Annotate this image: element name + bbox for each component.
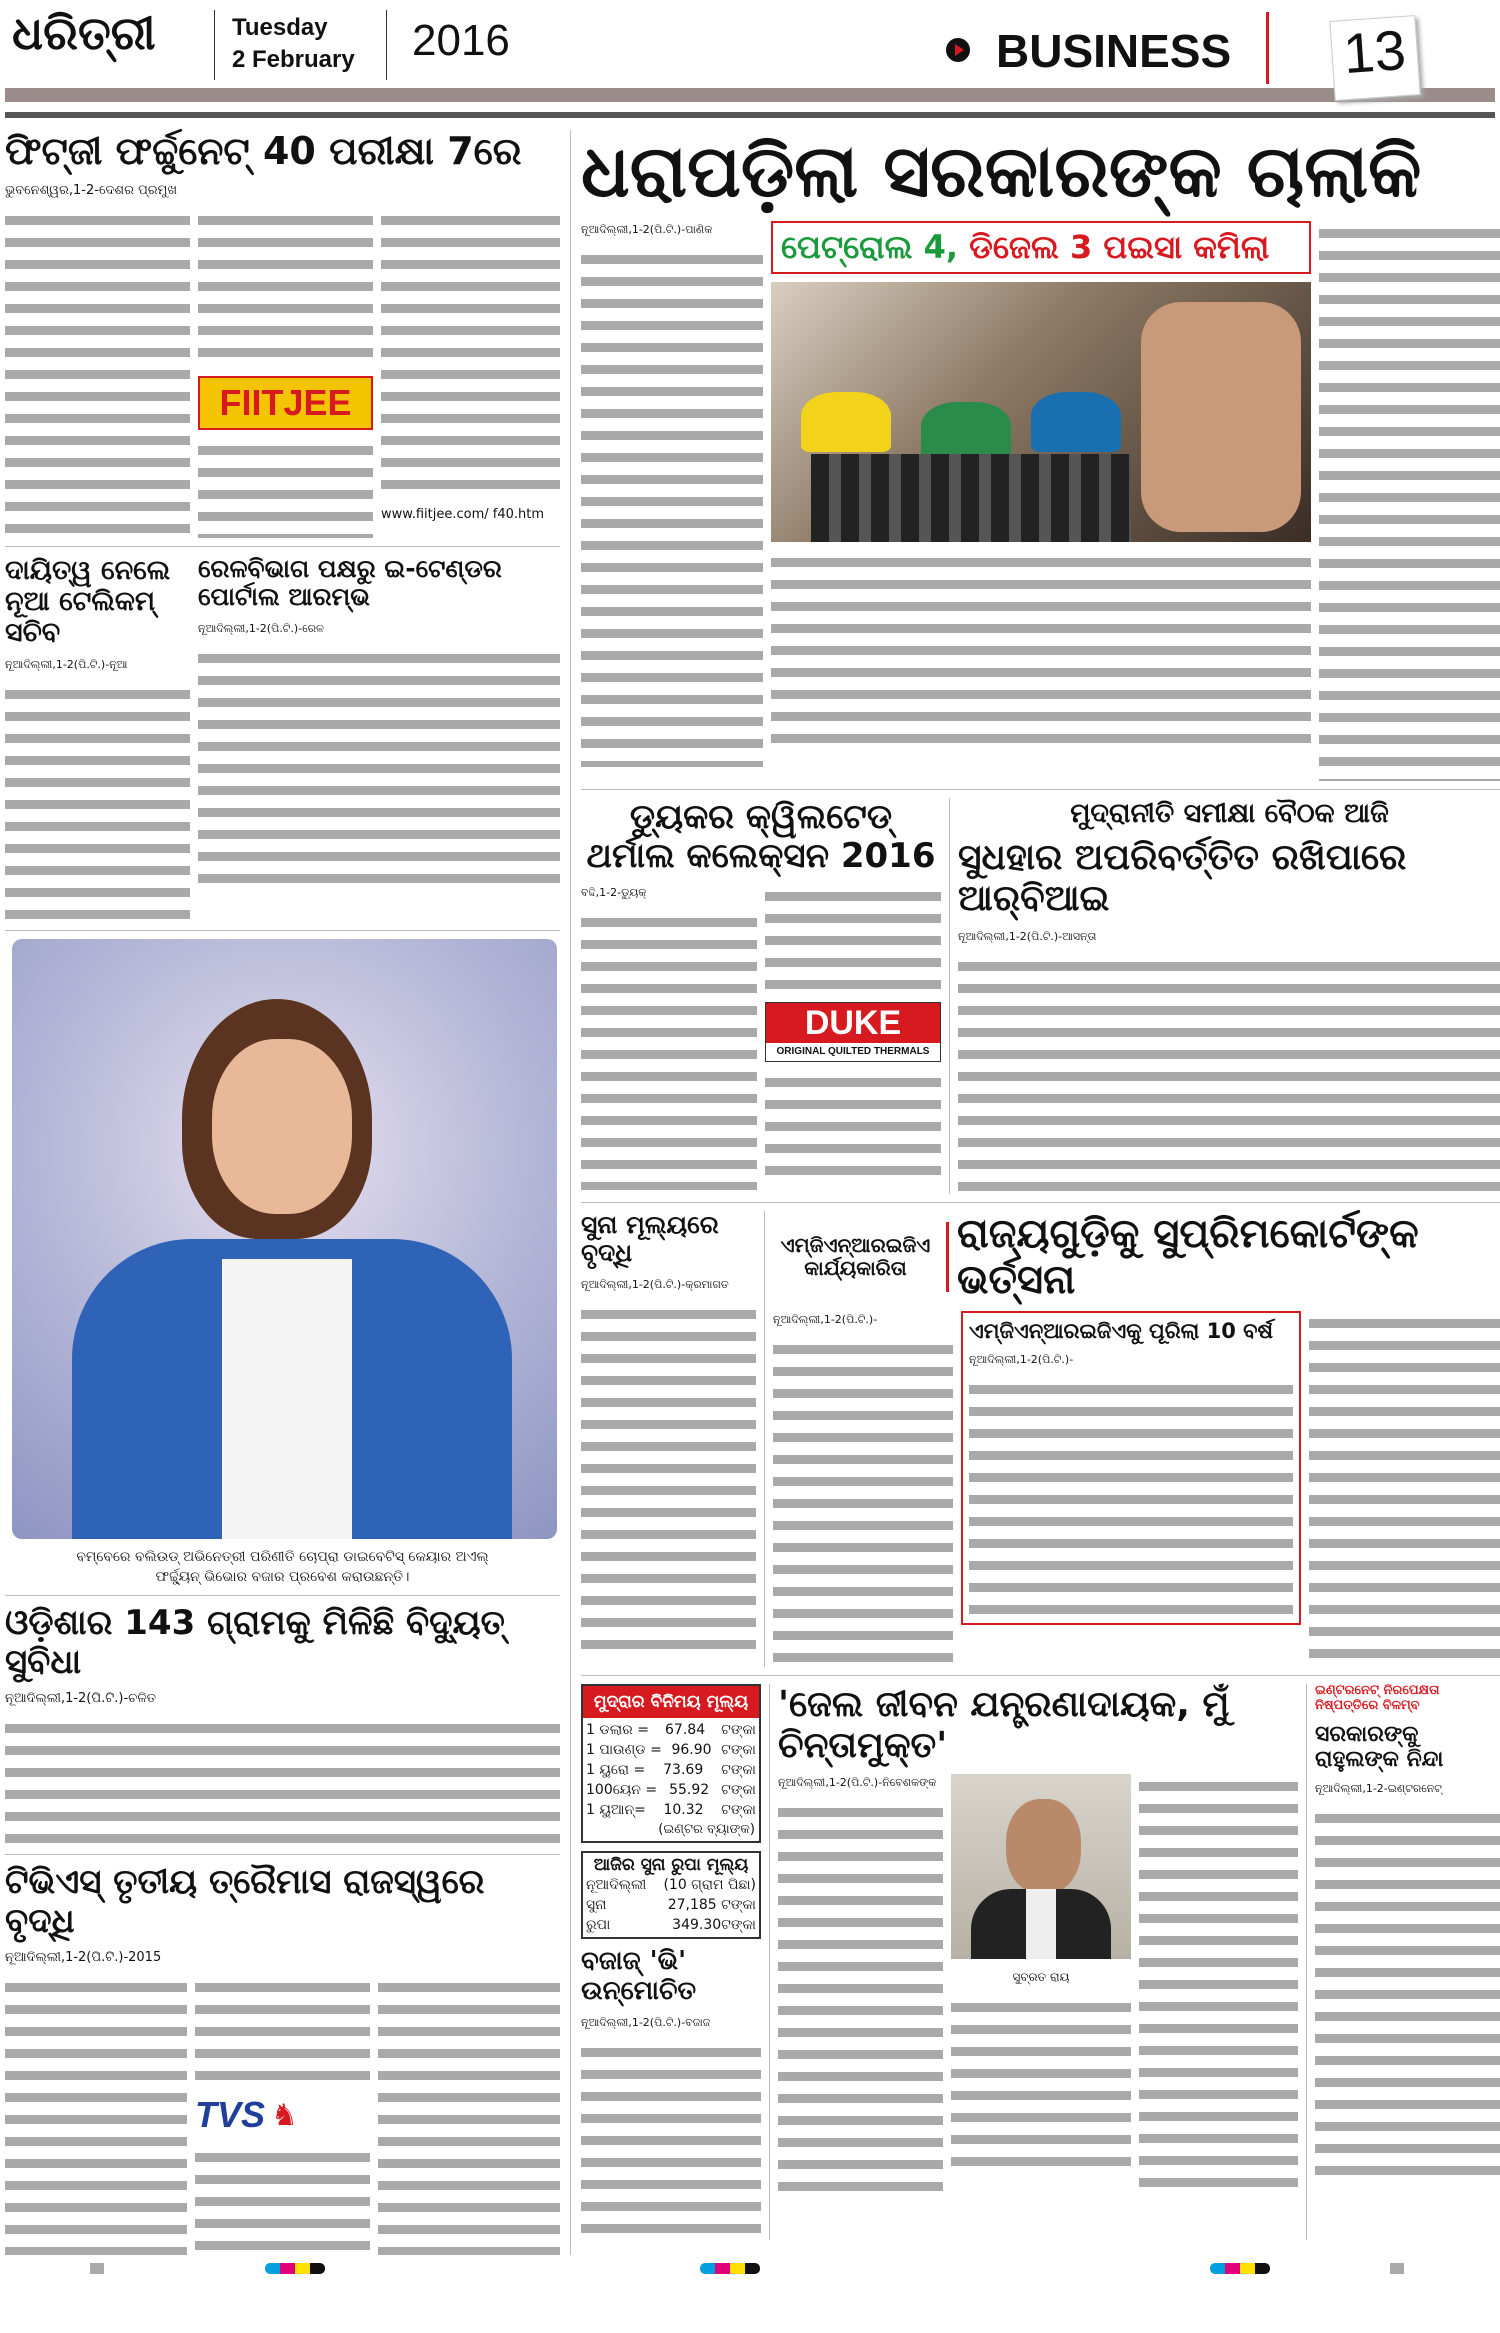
currency-unit: ଟଙ୍କା bbox=[721, 1781, 756, 1798]
tvs-logo bbox=[195, 2093, 370, 2137]
currency-value: 73.69 bbox=[663, 1761, 704, 1778]
fiitjee-logo: FIITJEE bbox=[198, 376, 373, 430]
gold-price: 27,185 ଟଙ୍କା bbox=[667, 1896, 756, 1913]
currency-value: 10.32 bbox=[663, 1801, 704, 1818]
article-body bbox=[5, 1716, 560, 1846]
article-body bbox=[198, 438, 373, 538]
lead-headline: ଧରାପଡ଼ିଲା ସରକାରଙ୍କ ଚାଲାକି bbox=[581, 129, 1422, 213]
currency-value: 96.90 bbox=[671, 1741, 712, 1758]
fiitjee-url[interactable]: www.fiitjee.com/ f40.htm bbox=[381, 506, 545, 522]
bullion-box bbox=[581, 1851, 761, 1939]
article-body bbox=[378, 1975, 560, 2255]
subrata-photo bbox=[951, 1774, 1131, 1959]
headline: ରେଳବିଭାଗ ପକ୍ଷରୁ ଇ-ଟେଣ୍ଡର ପୋର୍ଟାଲ ଆରମ୍ଭ bbox=[198, 553, 502, 612]
article-body bbox=[765, 884, 941, 994]
currency-value: 67.84 bbox=[665, 1721, 706, 1738]
article-duke bbox=[581, 798, 941, 1190]
horse-icon: ♞ bbox=[271, 2097, 298, 2133]
article-gold bbox=[581, 1211, 756, 1663]
gold-label: ସୁନା bbox=[586, 1896, 607, 1913]
currency-unit: ଟଙ୍କା bbox=[721, 1801, 756, 1818]
headline: ଟିଭିଏସ୍ ତୃତୀୟ ତ୍ରୈମାସ ରାଜସ୍ୱରେ ବୃଦ୍ଧି bbox=[5, 1862, 485, 1942]
silver-label: ରୁପା bbox=[586, 1916, 611, 1933]
headline: ବଜାଜ୍ 'ଭି' ଉନ୍ମୋଚିତ bbox=[581, 1945, 696, 2006]
currency-row bbox=[586, 1760, 756, 1780]
article-lead bbox=[581, 221, 1500, 781]
article-body bbox=[5, 682, 190, 922]
row-telecom-railway bbox=[5, 555, 560, 922]
currency-name: 1 ୟୁରୋ = bbox=[586, 1761, 646, 1778]
currency-row bbox=[586, 1720, 756, 1740]
dateline: ନୂଆଦିଲ୍ଲୀ,1-2(ପି.ଟି.)-ଚଳିତ bbox=[5, 1691, 157, 1707]
page-number: 13 bbox=[1329, 15, 1420, 101]
photo-caption: ସୁବ୍ରତ ରାୟ bbox=[1012, 1970, 1070, 1985]
currency-rows bbox=[583, 1718, 759, 1822]
row-gold-mgnrega bbox=[581, 1211, 1500, 1667]
article-telecom bbox=[5, 555, 190, 922]
left-column bbox=[5, 130, 560, 2255]
currency-name: 100ୟେନ = bbox=[586, 1781, 658, 1798]
header-bar bbox=[5, 88, 1495, 102]
article-body bbox=[958, 954, 1500, 1194]
dateline: ନୂଆଦିଲ୍ଲୀ,1-2(ପି.ଟି.)-2015 bbox=[5, 1950, 162, 1966]
article-mgnrega bbox=[773, 1211, 1500, 1667]
article-body bbox=[773, 1337, 953, 1667]
article-body bbox=[581, 247, 763, 767]
day: Tuesday bbox=[232, 14, 328, 41]
headline: ଡ୍ୟୁକର କ୍ୱିଲଟେଡ୍ ଥର୍ମାଲ କଲେକ୍ସନ 2016 bbox=[586, 796, 936, 876]
article-body bbox=[1315, 1806, 1500, 2186]
article-body bbox=[771, 550, 1311, 750]
article-body bbox=[581, 2040, 761, 2240]
currency-unit: ଟଙ୍କା bbox=[721, 1761, 756, 1778]
photo-caption: ବମ୍ବେରେ ବଲିଉଡ୍ ଅଭିନେତ୍ରୀ ପରିଣୀତି ଚୋପ୍ରା ଡାଇବେଟିସ୍ କେୟାର ଅଏଲ୍ ଫର୍ଚ୍ଚ୍ୟୁନ୍ ଭିଭୋର ବଜାର ପ୍ରବେଶ କରାଉଛନ୍ତି। bbox=[76, 1548, 489, 1585]
article-fiitjee bbox=[5, 130, 560, 538]
headline: 'ଜେଲ ଜୀବନ ଯନ୍ତ୍ରଣାଦାୟକ, ମୁଁ ଚିନ୍ତାମୁକ୍ତ' bbox=[778, 1683, 1230, 1767]
currency-row bbox=[586, 1780, 756, 1800]
kicker: ଏମ୍‌ଜିଏନ୍‌ଆରଇଜିଏ କାର୍ଯ୍ୟକାରିତା bbox=[780, 1232, 931, 1280]
article-body bbox=[5, 208, 190, 538]
article-odisha bbox=[5, 1604, 560, 1846]
article-body bbox=[1319, 221, 1500, 781]
dateline: ନୂଆଦିଲ୍ଲୀ,1-2-ଇଣ୍ଟରନେଟ୍ bbox=[1315, 1782, 1442, 1796]
headline: ସୁନା ମୂଲ୍ୟରେ ବୃଦ୍ଧି bbox=[581, 1209, 719, 1268]
currency-source: (ଇଣ୍ଟର ବ୍ୟାଙ୍କ) bbox=[658, 1821, 755, 1837]
subhead-diesel: ଡିଜେଲ 3 ପଇସା କମିଲା bbox=[969, 227, 1270, 266]
article-bajaj bbox=[581, 1947, 761, 2241]
currency-unit: ଟଙ୍କା bbox=[721, 1721, 756, 1738]
bullion-per: (10 ଗ୍ରାମ ପିଛା) bbox=[663, 1876, 756, 1893]
kicker: ଇଣ୍ଟରନେଟ୍ ନିରପେକ୍ଷତା ନିଷ୍ପତ୍ତିରେ ବିଳମ୍ବ bbox=[1315, 1682, 1440, 1713]
dateline: ନୂଆଦିଲ୍ଲୀ,1-2(ପି.ଟି.)-ରେଳ bbox=[198, 622, 324, 636]
headline: ଓଡ଼ିଶାର 143 ଗ୍ରାମକୁ ମିଳିଛି ବିଦ୍ୟୁତ୍ ସୁବିଧା bbox=[5, 1602, 505, 1682]
duke-logo-sub: ORIGINAL QUILTED THERMALS bbox=[776, 1045, 930, 1057]
article-sahara bbox=[778, 1684, 1298, 2201]
article-body bbox=[381, 208, 560, 498]
article-body bbox=[198, 208, 373, 368]
currency-title: ମୁଦ୍ରାର ବିନିମୟ ମୂଲ୍ୟ bbox=[583, 1686, 759, 1718]
currency-box bbox=[581, 1684, 761, 1843]
row-bottom bbox=[581, 1684, 1500, 2241]
kicker: ମୁଦ୍ରାନୀତି ସମୀକ୍ଷା ବୈଠକ ଆଜି bbox=[1070, 797, 1389, 829]
play-icon bbox=[946, 38, 970, 62]
tvs-logo-text: TVS bbox=[195, 2094, 266, 2136]
dateline: ନୂଆଦିଲ୍ଲୀ,1-2(ପି.ଟି.)-ପାଣିକ bbox=[581, 222, 713, 236]
article-body bbox=[198, 646, 560, 886]
headline: ରାଜ୍ୟଗୁଡ଼ିକୁ ସୁପ୍ରିମକୋର୍ଟଙ୍କ ଭର୍ତ୍ସନା bbox=[957, 1210, 1419, 1303]
currency-name: 1 ପାଉଣ୍ଡ = bbox=[586, 1741, 662, 1758]
currency-row bbox=[586, 1740, 756, 1760]
subhead-petrol: ପେଟ୍ରୋଲ 4, bbox=[781, 227, 970, 266]
article-railway bbox=[198, 555, 560, 887]
right-column bbox=[581, 130, 1500, 2255]
currency-unit: ଟଙ୍କା bbox=[721, 1741, 756, 1758]
duke-logo bbox=[765, 1002, 941, 1062]
bullion-title: ଆଜିର ସୁନା ରୁପା ମୂଲ୍ୟ bbox=[593, 1854, 749, 1875]
bullion-city: ନୂଆଦିଲ୍ଲୀ bbox=[586, 1876, 647, 1893]
article-rbi bbox=[958, 798, 1500, 1194]
headline: ଏମ୍‌ଜିଏନ୍‌ଆରଇଜିଏକୁ ପୂରିଲା 10 ବର୍ଷ bbox=[969, 1318, 1273, 1343]
headline: ସୁଧହାର ଅପରିବର୍ତ୍ତିତ ରଖିପାରେ ଆର୍‌ବିଆଇ bbox=[958, 836, 1407, 920]
article-body bbox=[581, 1302, 756, 1662]
dateline: ନୂଆଦିଲ୍ଲୀ,1-2(ପି.ଟି.)-କ୍ରମାଗତ bbox=[581, 1278, 729, 1292]
article-body bbox=[778, 1800, 943, 2200]
header-rule bbox=[5, 112, 1495, 118]
registration-marks bbox=[0, 2263, 1500, 2274]
parineeti-photo bbox=[12, 939, 557, 1539]
masthead bbox=[0, 0, 1500, 124]
dateline: ନୂଆଦିଲ୍ଲୀ,1-2(ପି.ଟି.)-ନିବେଶକଙ୍କ bbox=[778, 1776, 937, 1790]
page-body bbox=[0, 124, 1500, 2255]
mgnrega10-box bbox=[961, 1311, 1301, 1625]
article-body bbox=[765, 1070, 941, 1180]
article-body bbox=[581, 910, 757, 1190]
headline: ଦାୟିତ୍ୱ ନେଲେ ନୂଆ ଟେଲିକମ୍ ସଚିବ bbox=[5, 554, 171, 648]
headline: ସରକାରଙ୍କୁ ରାହୁଲଙ୍କ ନିନ୍ଦା bbox=[1315, 1721, 1444, 1772]
currency-row bbox=[586, 1800, 756, 1820]
currency-name: 1 ୟୁଆନ୍= bbox=[586, 1801, 646, 1818]
article-body bbox=[195, 1975, 370, 2085]
article-body bbox=[951, 1995, 1131, 2175]
article-tvs bbox=[5, 1863, 560, 2255]
silver-price: 349.30ଟଙ୍କା bbox=[672, 1916, 756, 1933]
fuel-nozzle-photo bbox=[771, 282, 1311, 542]
currency-value: 55.92 bbox=[669, 1781, 710, 1798]
headline: ଫିଟ୍‌ଜୀ ଫର୍ଚ୍ଚୁନେଟ୍ 40 ପରୀକ୍ଷା 7ରେ bbox=[5, 129, 522, 173]
dateline: ବଦ୍ଦି,1-2-ଡ୍ୟୁକ୍ bbox=[581, 885, 647, 899]
row-duke-rbi bbox=[581, 798, 1500, 1194]
dateline: ନୂଆଦିଲ୍ଲୀ,1-2(ପି.ଟି.)-ନୂଆ bbox=[5, 657, 128, 671]
duke-logo-text: DUKE bbox=[766, 1003, 940, 1043]
dateline: ନୂଆଦିଲ୍ଲୀ,1-2(ପି.ଟି.)- bbox=[773, 1312, 878, 1326]
article-body bbox=[1309, 1311, 1500, 1661]
dateline: ନୂଆଦିଲ୍ଲୀ,1-2(ପି.ଟି.)-ଆସନ୍ତା bbox=[958, 929, 1097, 943]
dateline: ନୂଆଦିଲ୍ଲୀ,1-2(ପି.ଟି.)-ବଜାଜ bbox=[581, 2016, 711, 2030]
year: 2016 bbox=[412, 16, 510, 65]
article-rahul bbox=[1315, 1684, 1500, 2186]
section-name: BUSINESS bbox=[996, 25, 1232, 77]
date: 2 February bbox=[232, 46, 355, 73]
article-body bbox=[1139, 1774, 1298, 2194]
article-body bbox=[969, 1377, 1293, 1617]
dateline: ନୂଆଦିଲ୍ଲୀ,1-2(ପି.ଟି.)- bbox=[969, 1352, 1074, 1366]
dateline: ଭୁବନେଶ୍ୱର,1-2-ଦେଶର ପ୍ରମୁଖ bbox=[5, 182, 178, 198]
newspaper-logo[interactable]: ଧରିତ୍ରୀ bbox=[12, 6, 156, 60]
article-body bbox=[5, 1975, 187, 2255]
lead-subhead bbox=[771, 221, 1311, 275]
article-body bbox=[195, 2145, 370, 2255]
currency-name: 1 ଡଲାର = bbox=[586, 1721, 649, 1738]
